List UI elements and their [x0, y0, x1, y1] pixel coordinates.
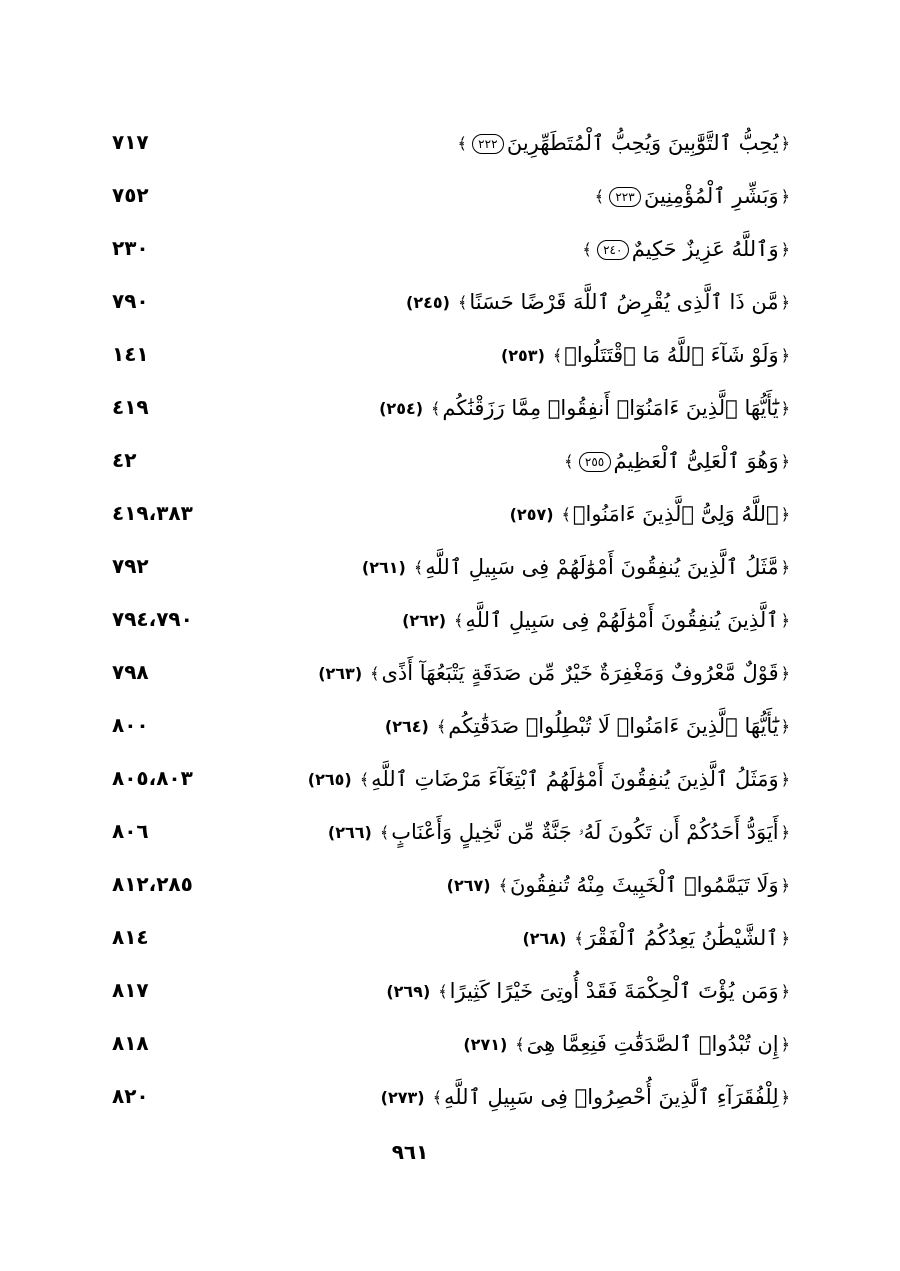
ornate-bracket-open: ﴿: [780, 770, 790, 789]
ornate-bracket-close: ﴾: [454, 611, 464, 630]
ornate-bracket-close: ﴾: [582, 240, 592, 259]
verse-excerpt: [504, 499, 792, 530]
ornate-bracket-open: ﴿: [780, 1088, 790, 1107]
ornate-bracket-open: ﴿: [780, 558, 790, 577]
ayah-number-marker: ٢٥٥: [579, 452, 611, 472]
verse-excerpt: [457, 1029, 792, 1060]
index-row: [0, 754, 900, 807]
page-reference: ٧٩٢: [112, 554, 149, 578]
verse-excerpt: [580, 234, 792, 265]
verse-text: وَهُوَ ٱلْعَلِىُّ ٱلْعَظِيمُ: [613, 449, 779, 473]
ornate-bracket-open: ﴿: [780, 982, 790, 1001]
ayah-number: (٢٦٢): [402, 611, 446, 630]
verse-text: إِن تُبْدُوا۟ ٱلصَّدَقَٰتِ فَنِعِمَّا هِىَ: [526, 1032, 779, 1056]
verse-text: ٱلشَّيْطَٰنُ يَعِدُكُمُ ٱلْفَقْرَ: [585, 926, 779, 950]
ornate-bracket-open: ﴿: [780, 187, 790, 206]
ayah-number: (٢٥٤): [379, 399, 424, 418]
ornate-bracket-close: ﴾: [379, 823, 390, 842]
verse-text: مَّن ذَا ٱلَّذِى يُقْرِضُ ٱللَّهَ قَرْضًا حَسَنًا: [469, 290, 779, 314]
ornate-bracket-close: ﴾: [413, 558, 424, 577]
index-row: [0, 807, 900, 860]
ornate-bracket-close: ﴾: [359, 770, 370, 789]
verse-excerpt: [312, 658, 792, 689]
page-reference: ٤١٩: [112, 395, 149, 419]
index-row: [0, 648, 900, 701]
ornate-bracket-close: ﴾: [432, 1088, 442, 1107]
index-row: [0, 277, 900, 330]
page-reference: ٧٩٤،٧٩٠: [112, 607, 193, 631]
page-reference: ١٤١: [112, 342, 149, 366]
index-row: [0, 1019, 900, 1072]
index-row: [0, 224, 900, 277]
ayah-number: (٢٤٥): [406, 293, 450, 312]
ornate-bracket-open: ﴿: [780, 929, 790, 948]
verse-excerpt: [379, 711, 792, 742]
ornate-bracket-close: ﴾: [370, 664, 380, 683]
verse-excerpt: [396, 605, 792, 636]
ayah-number: (٢٦٣): [318, 664, 363, 683]
page-number: ٩٦١: [391, 1140, 429, 1164]
index-row: [0, 542, 900, 595]
ornate-bracket-close: ﴾: [574, 929, 584, 948]
ornate-bracket-close: ﴾: [552, 346, 563, 365]
ornate-bracket-open: ﴿: [780, 823, 790, 842]
ornate-bracket-open: ﴿: [780, 1035, 790, 1054]
verse-text: يَٰٓأَيُّهَا ٱلَّذِينَ ءَامَنُوا۟ لَا تُبْطِلُوا۟ صَدَقَٰتِكُم: [448, 714, 779, 738]
verse-text: قَوْلٌ مَّعْرُوفٌ وَمَغْفِرَةٌ خَيْرٌ مِّن صَدَقَةٍ يَتْبَعُهَآ أَذًى: [381, 661, 779, 685]
page-reference: ٨١٧: [112, 978, 149, 1002]
index-row: [0, 966, 900, 1019]
ayah-number: (٢٧٣): [380, 1088, 425, 1107]
index-row: [0, 171, 900, 224]
ayah-number: (٢٦٥): [307, 770, 352, 789]
verse-index-list: [0, 118, 900, 1125]
verse-text: وَٱللَّهُ عَزِيزٌ حَكِيمٌ: [631, 237, 779, 261]
index-row: [0, 1072, 900, 1125]
verse-text: وَلَوْ شَآءَ ٱللَّهُ مَا ٱقْتَتَلُوا۟: [564, 343, 779, 367]
ornate-bracket-open: ﴿: [780, 664, 790, 683]
ornate-bracket-open: ﴿: [780, 876, 790, 895]
ayah-number-marker: ٢٢٢: [472, 134, 504, 154]
ornate-bracket-open: ﴿: [780, 611, 790, 630]
verse-text: لِلْفُقَرَآءِ ٱلَّذِينَ أُحْصِرُوا۟ فِى سَبِيلِ ٱللَّهِ: [443, 1085, 779, 1109]
ayah-number: (٢٦٨): [522, 929, 567, 948]
index-row: [0, 383, 900, 436]
ornate-bracket-close: ﴾: [564, 452, 574, 471]
ornate-bracket-open: ﴿: [780, 346, 790, 365]
verse-text: يُحِبُّ ٱلتَّوَّٰبِينَ وَيُحِبُّ ٱلْمُتَطَهِّرِينَ: [506, 131, 779, 155]
verse-text: وَبَشِّرِ ٱلْمُؤْمِنِينَ: [644, 184, 779, 208]
verse-text: وَمَن يُؤْتَ ٱلْحِكْمَةَ فَقَدْ أُوتِىَ خَيْرًا كَثِيرًا: [449, 979, 779, 1003]
page-reference: ٨٠٥،٨٠٣: [112, 766, 193, 790]
ornate-bracket-open: ﴿: [780, 293, 790, 312]
ornate-bracket-open: ﴿: [780, 240, 790, 259]
ornate-bracket-close: ﴾: [498, 876, 508, 895]
ornate-bracket-close: ﴾: [457, 134, 467, 153]
index-row: [0, 913, 900, 966]
ornate-bracket-open: ﴿: [780, 505, 790, 524]
page-reference: ٤٢: [112, 448, 137, 472]
ayah-number: (٢٦٩): [386, 982, 431, 1001]
ornate-bracket-open: ﴿: [780, 134, 790, 153]
page-reference: ٧٩٨: [112, 660, 149, 684]
ornate-bracket-close: ﴾: [515, 1035, 525, 1054]
page-reference: ٨٠٠: [112, 713, 149, 737]
ornate-bracket-close: ﴾: [457, 293, 468, 312]
ayah-number: (٢٦٤): [384, 717, 429, 736]
page-reference: ٧٥٢: [112, 183, 149, 207]
verse-excerpt: [455, 128, 792, 159]
verse-excerpt: [373, 393, 792, 424]
ornate-bracket-open: ﴿: [780, 452, 790, 471]
verse-excerpt: [380, 976, 792, 1007]
page-reference: ٨٠٦: [112, 819, 149, 843]
index-row: [0, 489, 900, 542]
ayah-number: (٢٥٧): [509, 505, 554, 524]
ornate-bracket-close: ﴾: [594, 187, 605, 206]
verse-excerpt: [356, 552, 792, 583]
page-reference: ٢٣٠: [112, 236, 149, 260]
verse-text: ٱللَّهُ وَلِىُّ ٱلَّذِينَ ءَامَنُوا۟: [572, 502, 779, 526]
page-reference: ٧٩٠: [112, 289, 149, 313]
verse-excerpt: [441, 870, 792, 901]
page-reference: ٨٢٠: [112, 1084, 149, 1108]
ayah-number: (٢٦١): [361, 558, 406, 577]
verse-excerpt: [302, 764, 792, 795]
verse-text: ٱلَّذِينَ يُنفِقُونَ أَمْوَٰلَهُمْ فِى سَبِيلِ ٱللَّهِ: [465, 608, 779, 632]
verse-text: يَٰٓأَيُّهَا ٱلَّذِينَ ءَامَنُوٓا۟ أَنفِقُوا۟ مِمَّا رَزَقْنَٰكُم: [442, 396, 779, 420]
verse-text: مَّثَلُ ٱلَّذِينَ يُنفِقُونَ أَمْوَٰلَهُمْ فِى سَبِيلِ ٱللَّهِ: [425, 555, 779, 579]
ayah-number: (٢٦٦): [327, 823, 372, 842]
verse-excerpt: [593, 181, 792, 212]
ayah-number: (٢٥٣): [500, 346, 545, 365]
ayah-number-marker: ٢٤٠: [597, 240, 629, 260]
ornate-bracket-open: ﴿: [780, 399, 790, 418]
page-reference: ٨١٨: [112, 1031, 149, 1055]
page-reference: ٨١٢،٢٨٥: [112, 872, 193, 896]
index-row: [0, 330, 900, 383]
verse-text: وَمَثَلُ ٱلَّذِينَ يُنفِقُونَ أَمْوَٰلَهُمُ ٱبْتِغَآءَ مَرْضَاتِ ٱللَّهِ: [371, 767, 779, 791]
ornate-bracket-close: ﴾: [436, 717, 447, 736]
ornate-bracket-close: ﴾: [431, 399, 441, 418]
index-row: [0, 860, 900, 913]
verse-excerpt: [375, 1082, 792, 1113]
index-row: [0, 595, 900, 648]
ornate-bracket-open: ﴿: [780, 717, 790, 736]
verse-excerpt: [516, 923, 792, 954]
page-reference: ٧١٧: [112, 130, 149, 154]
verse-excerpt: [322, 817, 792, 848]
ornate-bracket-close: ﴾: [438, 982, 448, 1001]
verse-text: وَلَا تَيَمَّمُوا۟ ٱلْخَبِيثَ مِنْهُ تُنفِقُونَ: [509, 873, 779, 897]
index-row: [0, 701, 900, 754]
ayah-number: (٢٧١): [463, 1035, 508, 1054]
ayah-number-marker: ٢٢٣: [609, 187, 641, 207]
index-row: [0, 436, 900, 489]
verse-text: أَيَوَدُّ أَحَدُكُمْ أَن تَكُونَ لَهُۥ جَنَّةٌ مِّن نَّخِيلٍ وَأَعْنَابٍ: [391, 820, 779, 844]
page-reference: ٤١٩،٣٨٣: [112, 501, 193, 525]
page-reference: ٨١٤: [112, 925, 149, 949]
ornate-bracket-close: ﴾: [561, 505, 571, 524]
verse-excerpt: [495, 340, 792, 371]
verse-excerpt: [562, 446, 792, 477]
verse-excerpt: [400, 287, 792, 318]
ayah-number: (٢٦٧): [446, 876, 491, 895]
index-row: [0, 118, 900, 171]
